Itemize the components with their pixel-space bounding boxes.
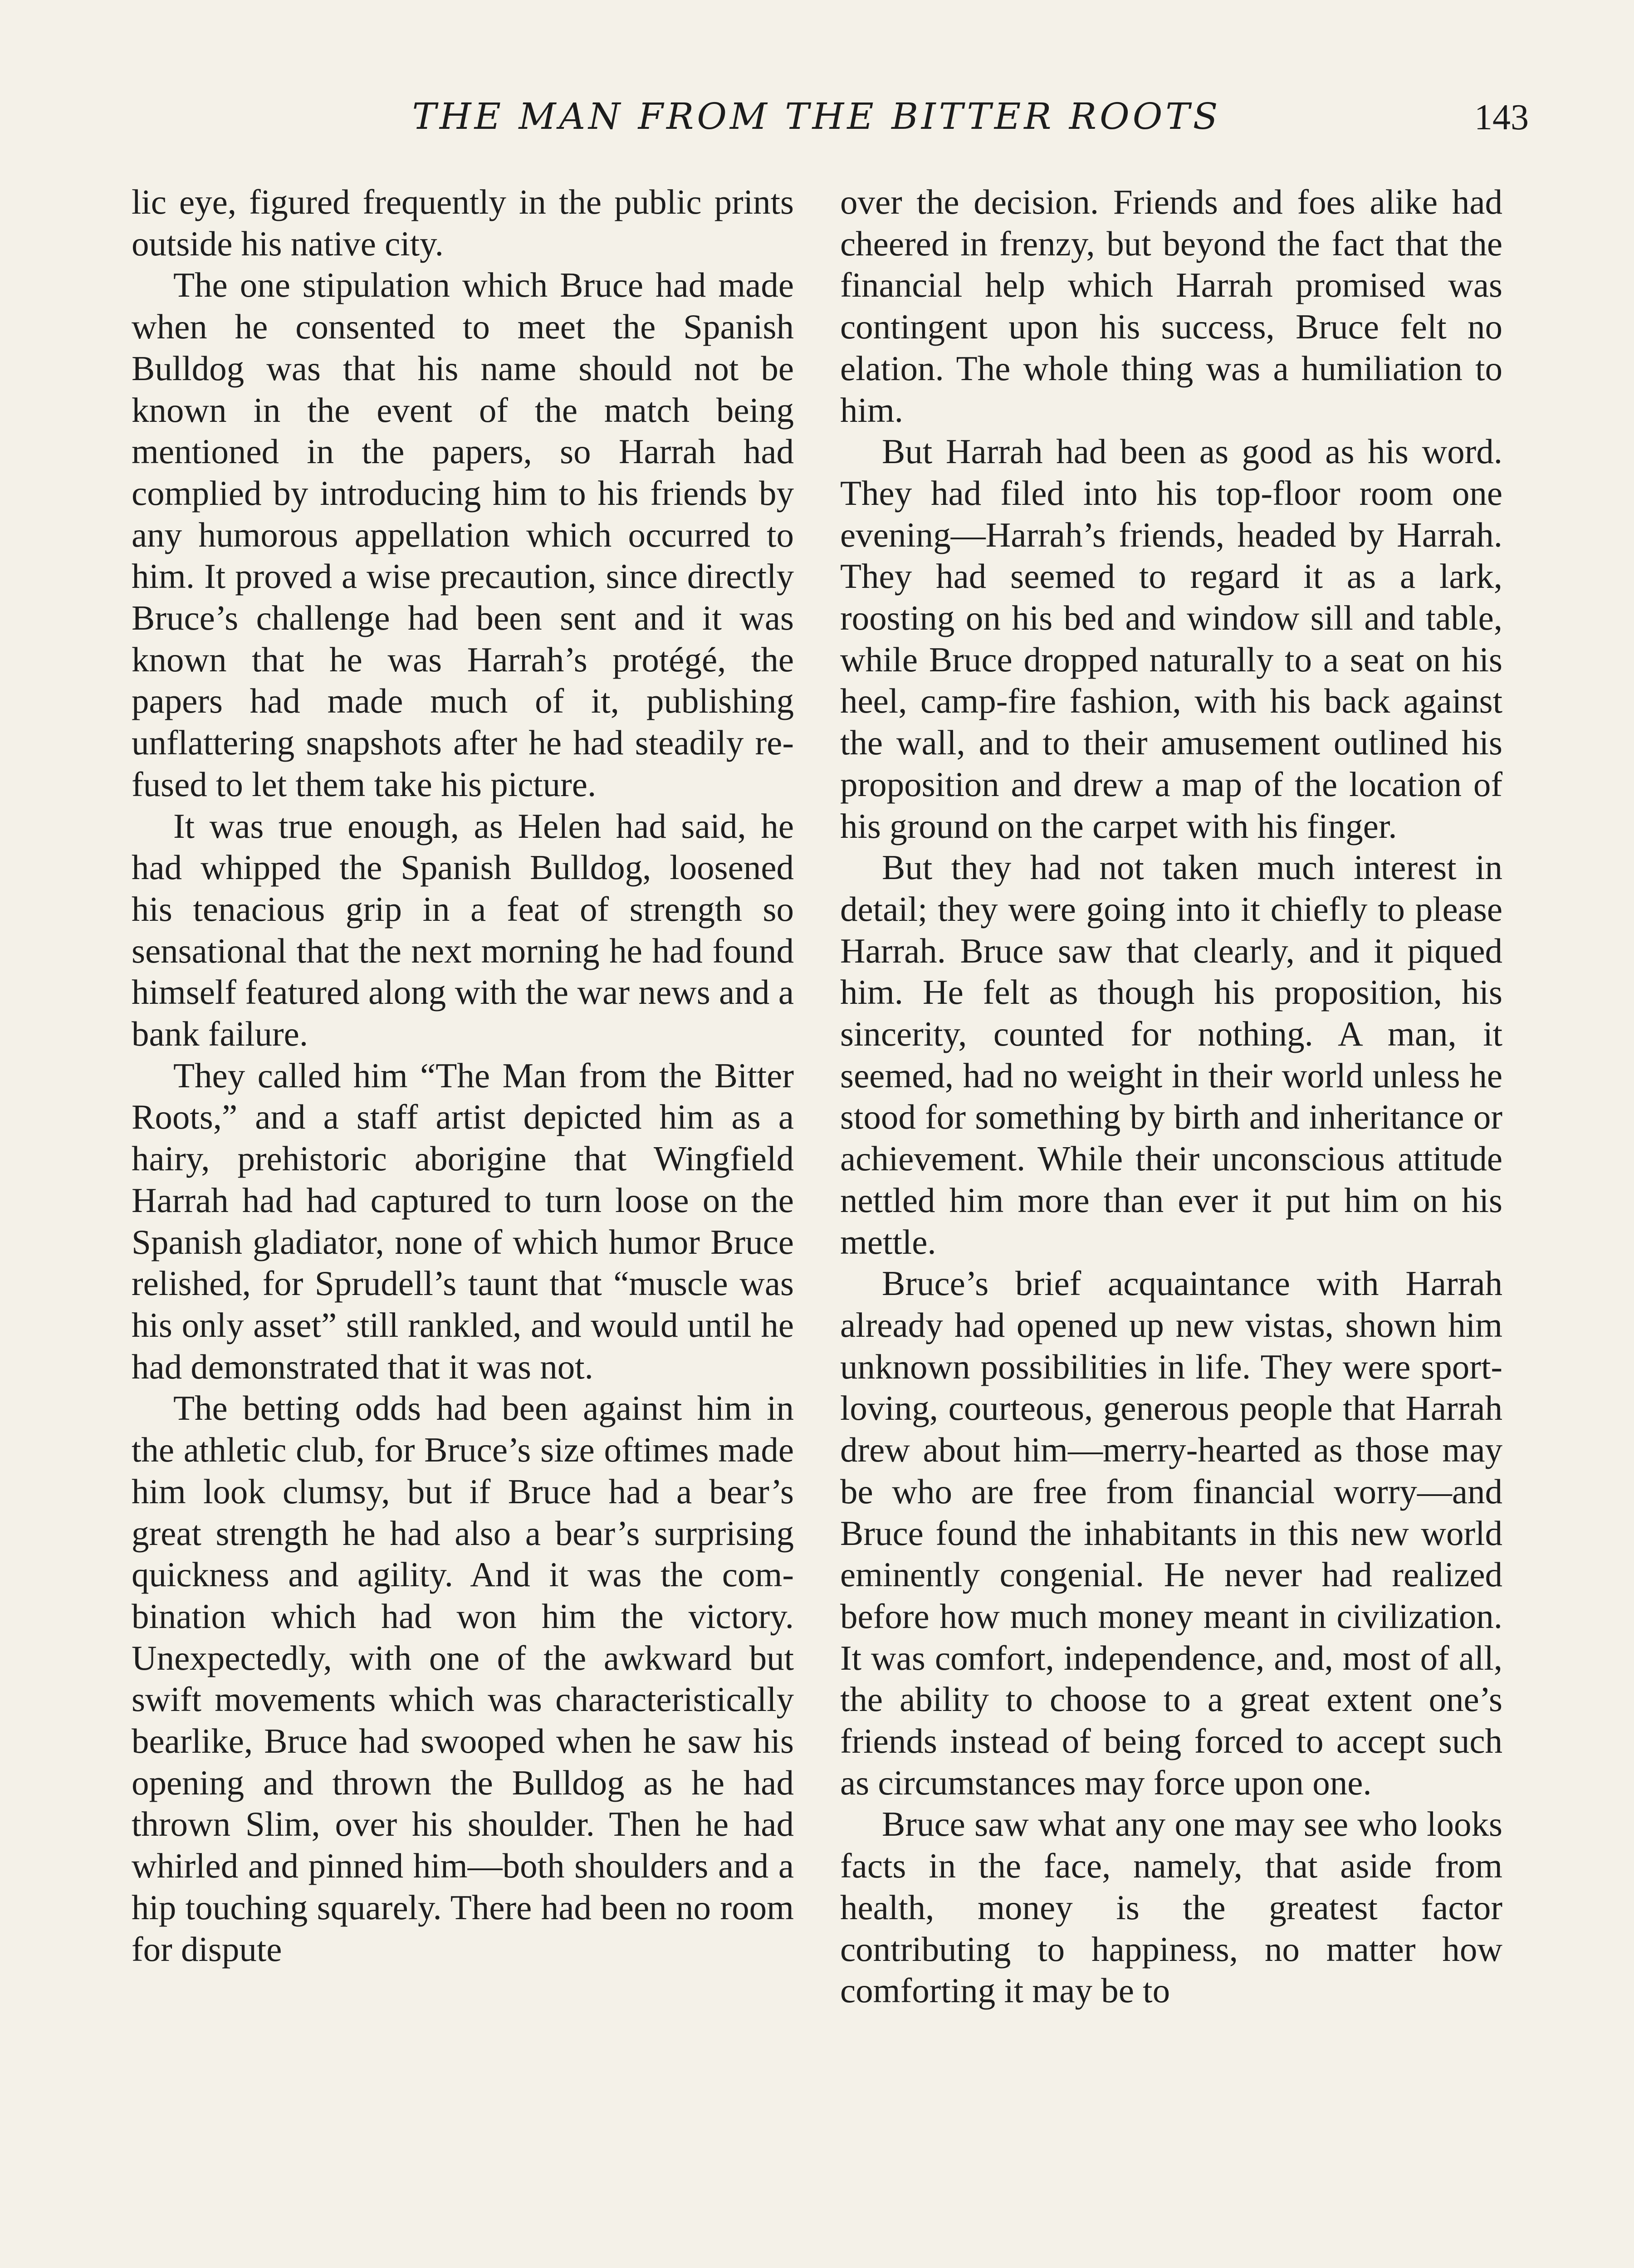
paragraph: But Harrah had been as good as his word. They had filed into his top-floor room one evening—Harrah’s friends, headed by Harrah. They had seemed to regard it as a lark, roosting on his bed and window sill and table, while Bruce dropped naturally to a seat on his heel, camp-fire fashion, with his back against the wall, and to their amusement outlined his proposition and drew a map of the location of his ground on the carpet with his finger. (840, 432, 1502, 846)
paragraph: over the decision. Friends and foes alike had cheered in frenzy, but beyond the fact that the financial help which Harrah promised was contingent upon his success, Bruce felt no elation. The whole thing was a humiliation to him. (840, 182, 1502, 430)
paragraph: The one stipulation which Bruce had made when he consented to meet the Spanish Bulldog was that his name should not be known in the event of the match being mentioned in the papers, so Harrah had complied by introducing him to his friends by any humorous appellation which occurred to him. It proved a wise precaution, since directly Bruce’s challenge had been sent and it was known that he was Harrah’s protégé, the papers had made much of it, publishing unflattering snapshots after he had steadily refused to let them take his picture. (132, 265, 794, 804)
right-column (840, 181, 1502, 2012)
paragraph: Bruce saw what any one may see who looks facts in the face, namely, that aside from health, money is the greatest factor contributing to happiness, no matter how comforting it may be to (840, 1804, 1502, 2010)
running-title: THE MAN FROM THE BITTER ROOTS (412, 95, 1221, 137)
paragraph: The betting odds had been against him in the athletic club, for Bruce’s size oftimes made him look clumsy, but if Bruce had a bear’s great strength he had also a bear’s surprising quickness and agility. And it was the combination which had won him the victory. Unexpectedly, with one of the awkward but swift movements which was characteristically bearlike, Bruce had swooped when he saw his opening and thrown the Bulldog as he had thrown Slim, over his shoulder. Then he had whirled and pinned him—both shoulders and a hip touching squarely. There had been no room for dispute (132, 1388, 794, 1969)
paragraph: Bruce’s brief acquaintance with Harrah already had opened up new vistas, shown him unknown possibilities in life. They were sport-loving, courteous, generous people that Harrah drew about him—merry-hearted as those may be who are free from financial worry—and Bruce found the inhabitants in this new world eminently congenial. He never had realized before how much money meant in civilization. It was comfort, independence, and, most of all, the ability to choose to a great extent one’s friends instead of being forced to accept such as circumstances may force upon one. (840, 1264, 1502, 1802)
paragraph: It was true enough, as Helen had said, he had whipped the Spanish Bulldog, loosened his tenacious grip in a feat of strength so sensational that the next morning he had found himself featured along with the war news and a bank failure. (132, 806, 794, 1054)
paragraph: But they had not taken much interest in detail; they were going into it chiefly to please Harrah. Bruce saw that clearly, and it piqued him. He felt as though his proposition, his sincerity, counted for nothing. A man, it seemed, had no weight in their world unless he stood for something by birth and inheritance or achievement. While their unconscious attitude nettled him more than ever it put him on his mettle. (840, 848, 1502, 1261)
page-number: 143 (1474, 98, 1529, 137)
left-column (132, 181, 794, 1970)
paragraph: lic eye, figured frequently in the public prints outside his native city. (132, 182, 794, 263)
paragraph: They called him “The Man from the Bitter Roots,” and a staff artist depicted him as a hairy, prehistoric aborigine that Wingfield Harrah had had captured to turn loose on the Spanish gladiator, none of which humor Bruce relished, for Sprudell’s taunt that “muscle was his only asset” still rankled, and would until he had demonstrated that it was not. (132, 1056, 794, 1386)
running-head (104, 95, 1529, 150)
